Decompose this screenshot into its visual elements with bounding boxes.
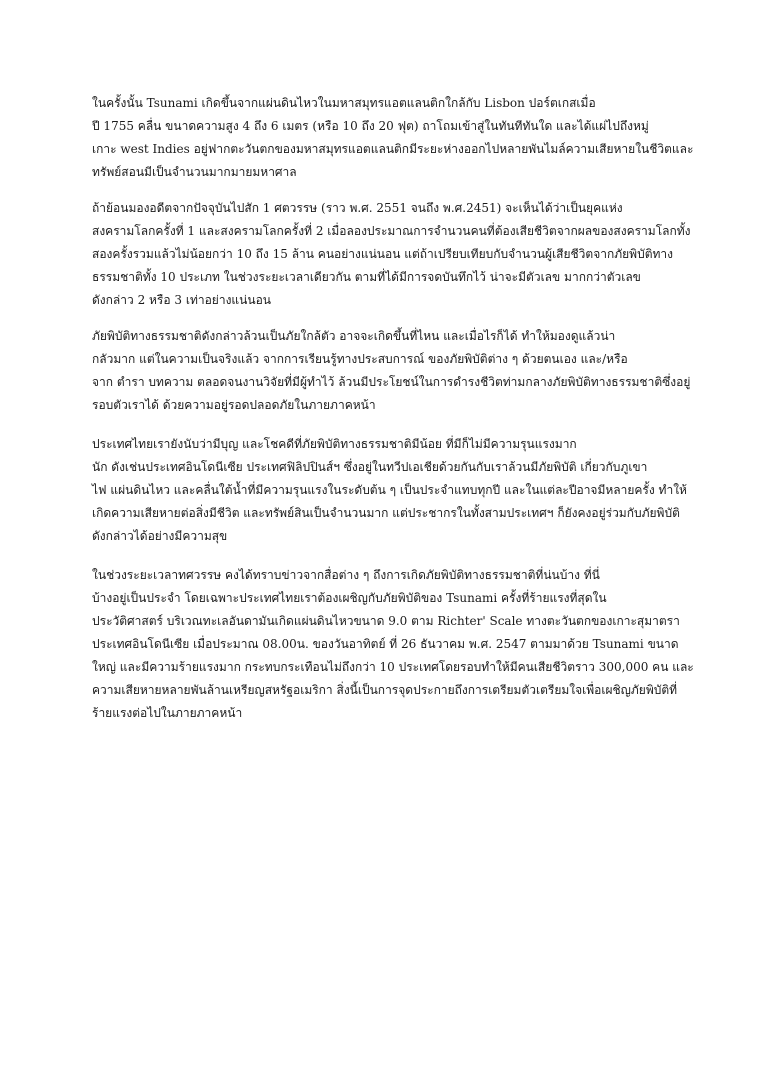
text-line: ดังกล่าว 2 หรือ 3 เท่าอย่างแน่นอน [92,293,271,307]
paragraph-tsunami-lisbon [92,92,694,184]
text-line: ดังกล่าวได้อย่างมีความสุข [92,529,228,543]
text-line: ทรัพย์สอนมีเป็นจำนวนมากมายมหาศาล [92,165,297,179]
text-line: รอบตัวเราได้ ด้วยความอยู่รอดปลอดภัยในภายภาคหน้า [92,398,376,412]
text-line: ประเทศอินโดนีเซีย เมื่อประมาณ 08.00น. ของวันอาทิตย์ ที่ 26 ธันวาคม พ.ศ. 2547 ตามมาด้วย Tsunami ขนาด [92,637,679,651]
text-line: กลัวมาก แต่ในความเป็นจริงแล้ว จากการเรียนรู้ทางประสบการณ์ ของภัยพิบัติต่าง ๆ ด้วยตนเอง และ/หรือ [92,352,628,366]
text-line: จาก ตำรา บทความ ตลอดจนงานวิจัยที่มีผู้ทำไว้ ล้วนมีประโยชน์ในการดำรงชีวิตท่ามกลางภัยพิบัติทางธรรมชาติซึ่งอยู่ [92,375,691,389]
paragraph-world-wars [92,197,694,312]
text-line: สองครั้งรวมแล้วไม่น้อยกว่า 10 ถึง 15 ล้าน คนอย่างแน่นอน แต่ถ้าเปรียบเทียบกับจำนวนผู้เสียชีวิตจากภัยพิบัติทาง [92,247,674,261]
text-line: ใหญ่ และมีความร้ายแรงมาก กระทบกระเทือนไม่ถึงกว่า 10 ประเทศโดยรอบทำให้มีคนเสียชีวิตราว 300,000 คน และ [92,660,694,674]
text-line: เกิดความเสียหายต่อสิ่งมีชีวิต และทรัพย์สินเป็นจำนวนมาก แต่ประชากรในทั้งสามประเทศฯ ก็ยังคงอยู่ร่วมกับภัยพิบัติ [92,506,680,520]
text-line: ร้ายแรงต่อไปในภายภาคหน้า [92,706,243,720]
text-line: นัก ดังเช่นประเทศอินโดนีเซีย ประเทศฟิลิปปินส์ฯ ซึ่งอยู่ในทวีปเอเชียด้วยกันกับเราล้วนมีภัยพิบัติ เกี่ยวกับภูเขา [92,460,648,474]
text-line: ถ้าย้อนมองอดีตจากปัจจุบันไปสัก 1 ศตวรรษ (ราว พ.ศ. 2551 จนถึง พ.ศ.2451) จะเห็นได้ว่าเป็นยุคแห่ง [92,201,623,215]
text-line: ปี 1755 คลื่น ขนาดความสูง 4 ถึง 6 เมตร (หรือ 10 ถึง 20 ฟุต) ถาโถมเข้าสู่ในทันทีทันใด และได้แผ่ไปถึงหมู่ [92,119,649,133]
text-line: ไฟ แผ่นดินไหว และคลื่นใต้น้ำที่มีความรุนแรงในระดับต้น ๆ เป็นประจำแทบทุกปี และในแต่ละปีอาจมีหลายครั้ง ทำให้ [92,483,687,497]
text-line: ความเสียหายหลายพันล้านเหรียญสหรัฐอเมริกา สิ่งนี้เป็นการจุดประกายถึงการเตรียมตัวเตรียมใจเพื่อเผชิญภัยพิบัติที่ [92,683,678,697]
text-line: ประเทศไทยเรายังนับว่ามีบุญ และโชคดีที่ภัยพิบัติทางธรรมชาติมีน้อย ที่มีก็ไม่มีความรุนแรงมาก [92,437,577,451]
paragraph-tsunami-2004 [92,564,694,725]
text-line: ประวัติศาสตร์ บริเวณทะเลอันดามันเกิดแผ่นดินไหวขนาด 9.0 ตาม Richter' Scale ทางตะวันตกของเกาะสุมาตรา [92,614,680,628]
paragraph-thailand-fortune [92,433,694,548]
text-line: ในช่วงระยะเวลาทศวรรษ คงได้ทราบข่าวจากสื่อต่าง ๆ ถึงการเกิดภัยพิบัติทางธรรมชาติที่น่นบ้าง ที่นี่ [92,568,600,582]
text-line: ธรรมชาติทั้ง 10 ประเภท ในช่วงระยะเวลาเดียวกัน ตามที่ได้มีการจดบันทึกไว้ น่าจะมีตัวเลข มากกว่าตัวเลข [92,270,641,284]
text-line: บ้างอยู่เป็นประจำ โดยเฉพาะประเทศไทยเราต้องเผชิญกับภัยพิบัติของ Tsunami ครั้งที่ร้ายแรงที่สุดใน [92,591,607,605]
text-line: สงครามโลกครั้งที่ 1 และสงครามโลกครั้งที่ 2 เมื่อลองประมาณการจำนวนคนที่ต้องเสียชีวิตจากผลของสงครามโลกทั้ง [92,224,691,238]
paragraph-natural-disasters [92,325,694,417]
text-line: ภัยพิบัติทางธรรมชาติดังกล่าวล้วนเป็นภัยใกล้ตัว อาจจะเกิดขึ้นที่ไหน และเมื่อไรก็ได้ ทำให้มองดูแล้วน่า [92,329,616,343]
text-line: เกาะ west Indies อยู่ฟากตะวันตกของมหาสมุทรแอตแลนติกมีระยะห่างออกไปหลายพันไมล์ความเสียหายในชีวิตและ [92,142,694,156]
text-line: ในครั้งนั้น Tsunami เกิดขึ้นจากแผ่นดินไหวในมหาสมุทรแอตแลนติกใกล้กับ Lisbon ปอร์ตเกสเมื่อ [92,96,596,110]
